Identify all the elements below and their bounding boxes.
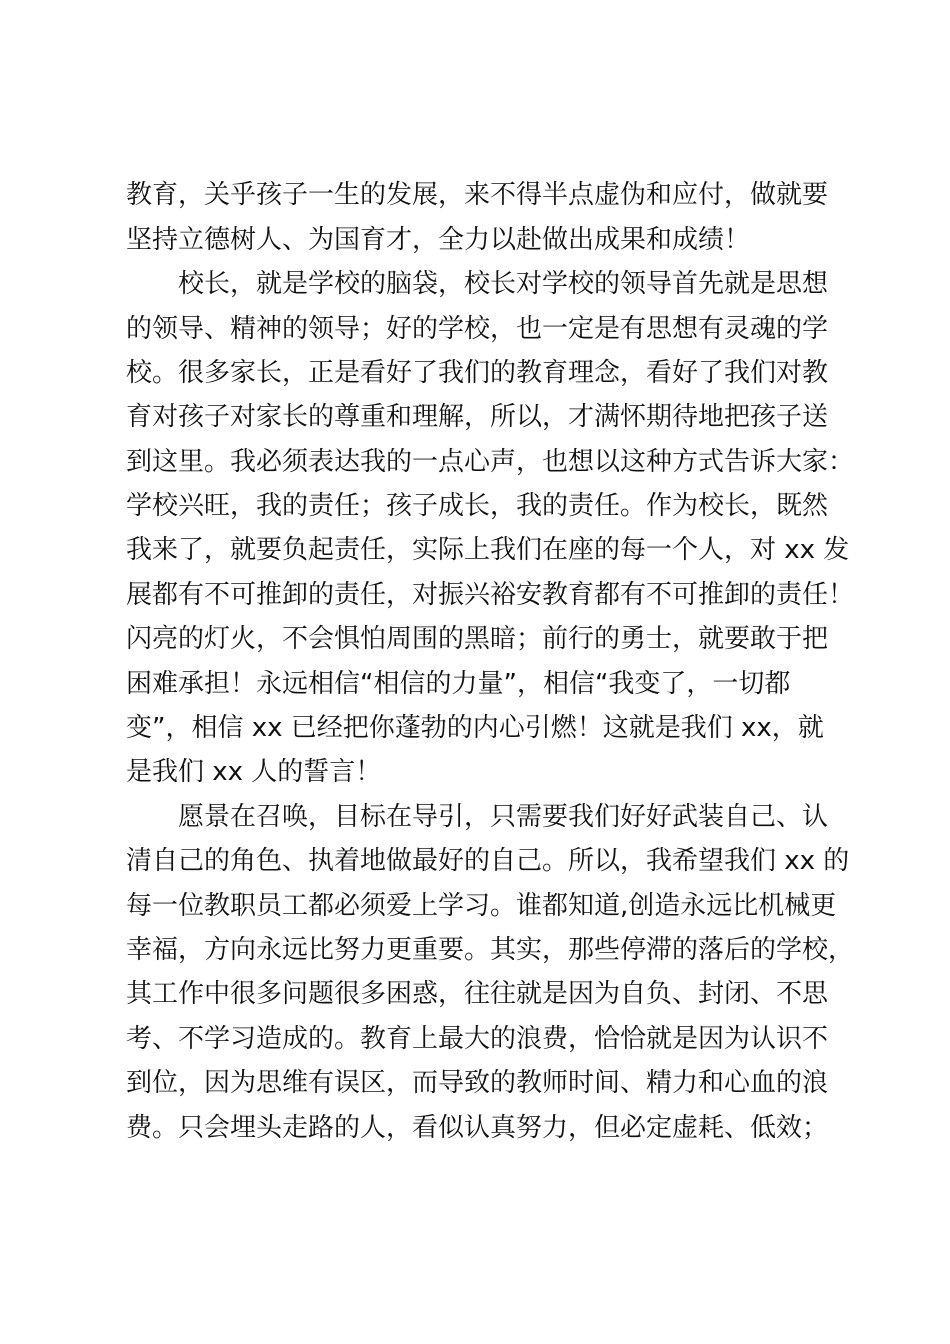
text-line: 展都有不可推卸的责任，对振兴裕安教育都有不可推卸的责任！: [126, 580, 855, 610]
text-line: 我来了，就要负起责任，实际上我们在座的每一个人，对 xx 发: [126, 535, 850, 565]
text-line: 教育，关乎孩子一生的发展，来不得半点虚伪和应付，做就要: [126, 180, 829, 210]
text-line: 到这里。我必须表达我的一点心声，也想以这种方式告诉大家：: [126, 447, 855, 477]
text-line: 困难承担！永远相信“相信的力量”，相信“我变了，一切都: [126, 669, 791, 699]
text-line: 费。只会埋头走路的人，看似认真努力，但必定虚耗、低效；: [126, 1113, 829, 1143]
text-line: 学校兴旺，我的责任；孩子成长，我的责任。作为校长，既然: [126, 491, 829, 521]
text-line: 坚持立德树人、为国育才，全力以赴做出成果和成绩！: [126, 225, 751, 255]
text-line: 是我们 xx 人的誓言！: [126, 757, 382, 787]
text-line: 闪亮的灯火，不会惧怕周围的黑暗；前行的勇士，就要敢于把: [126, 624, 829, 654]
text-line: 到位，因为思维有误区，而导致的教师时间、精力和心血的浪: [126, 1068, 829, 1098]
text-line: 每一位教职员工都必须爱上学习。谁都知道,创造永远比机械更: [126, 891, 837, 921]
text-line: 育对孩子对家长的尊重和理解，所以，才满怀期待地把孩子送: [126, 402, 829, 432]
text-line: 变”，相信 xx 已经把你蓬勃的内心引燃！这就是我们 xx，就: [126, 713, 824, 743]
paragraph-first-line: 校长，就是学校的脑袋，校长对学校的领导首先就是思想: [178, 269, 829, 299]
text-line: 幸福，方向永远比努力更重要。其实，那些停滞的落后的学校，: [126, 935, 855, 965]
paragraph-first-line: 愿景在召唤，目标在导引，只需要我们好好武装自己、认: [178, 802, 829, 832]
text-line: 的领导、精神的领导；好的学校，也一定是有思想有灵魂的学: [126, 314, 829, 344]
text-line: 考、不学习造成的。教育上最大的浪费，恰恰就是因为认识不: [126, 1024, 829, 1054]
text-line: 其工作中很多问题很多困惑，往往就是因为自负、封闭、不思: [126, 979, 829, 1009]
text-line: 校。很多家长，正是看好了我们的教育理念，看好了我们对教: [126, 358, 829, 388]
text-line: 清自己的角色、执着地做最好的自己。所以，我希望我们 xx 的: [126, 846, 850, 876]
